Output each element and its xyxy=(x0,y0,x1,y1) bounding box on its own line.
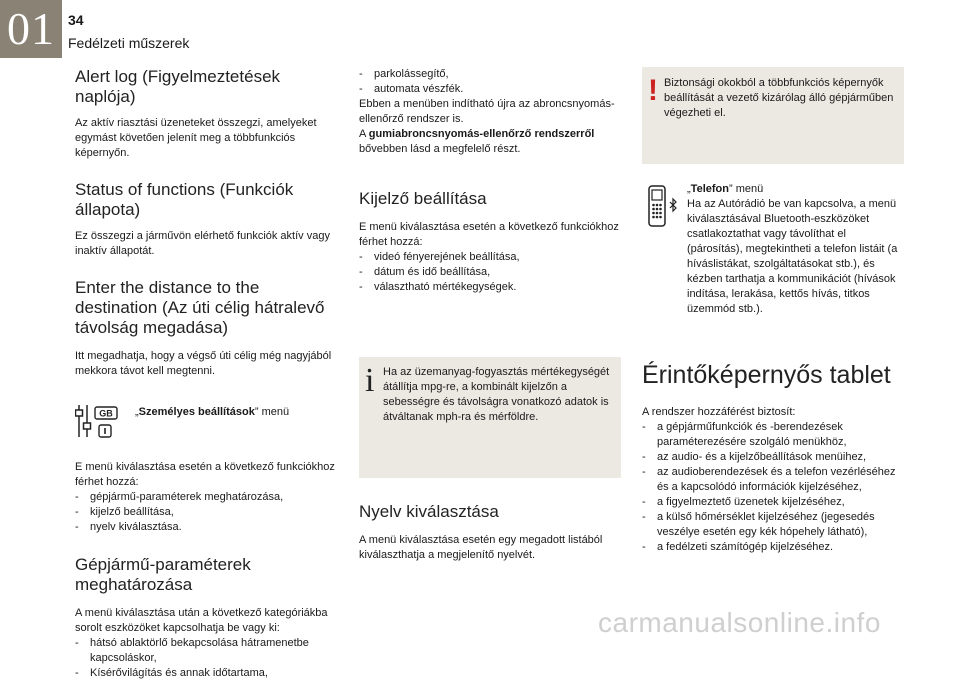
column-left xyxy=(75,67,337,681)
chapter-tab xyxy=(0,0,62,58)
warning-text: Biztonsági okokból a többfunkciós képernyők beállítását a vezető kizárólag álló gépjárműben végezheti el. xyxy=(664,77,894,119)
mobile-phone-icon xyxy=(642,182,682,228)
list-item: - gépjármű-paraméterek meghatározása, xyxy=(75,490,337,505)
personal-settings-text: E menü kiválasztása esetén a következő funkciókhoz férhet hozzá: xyxy=(75,461,335,488)
vehicle-params-list-continued xyxy=(359,67,621,97)
settings-sliders-icon xyxy=(75,399,119,441)
personal-settings-list xyxy=(75,490,337,535)
tyre-reference-text xyxy=(359,127,621,157)
personal-settings-icon xyxy=(75,399,135,446)
enter-distance-text: Itt megadhatja, hogy a végső úti célig még nagyjából mekkora távot kell megtenni. xyxy=(75,350,332,377)
display-settings-text: E menü kiválasztása esetén a következő funkciókhoz férhet hozzá: xyxy=(359,221,619,248)
menu-suffix: ” menü xyxy=(254,406,290,418)
tablet-text: A rendszer hozzáférést biztosít: xyxy=(642,406,796,418)
list-item: - a fedélzeti számítógép kijelzéséhez. xyxy=(642,540,904,555)
quote-open: „ xyxy=(135,406,139,418)
list-item: - hátsó ablaktörlő bekapcsolása hátramenetbe kapcsoláskor, xyxy=(75,636,337,666)
list-item: - Kísérővilágítás és annak időtartama, xyxy=(75,666,337,681)
gb-badge: GB xyxy=(99,408,113,419)
list-item: - a figyelmeztető üzenetek kijelzéséhez, xyxy=(642,495,904,510)
text-suffix: bővebben lásd a megfelelő részt. xyxy=(359,143,521,155)
chapter-number: 01 xyxy=(7,3,55,54)
text-prefix: A xyxy=(359,128,369,140)
list-item: - választható mértékegységek. xyxy=(359,280,621,295)
info-box xyxy=(359,357,621,478)
vehicle-params-list xyxy=(75,636,337,681)
column-right xyxy=(642,67,904,555)
personal-settings-row xyxy=(75,399,337,446)
list-item: - parkolássegítő, xyxy=(359,67,621,82)
language-text: A menü kiválasztása esetén egy megadott listából kiválaszthatja a megjelenítő nyelvét. xyxy=(359,534,603,561)
list-item: - dátum és idő beállítása, xyxy=(359,265,621,280)
phone-menu-label: Telefon xyxy=(690,183,729,195)
list-item: - nyelv kiválasztása. xyxy=(75,520,337,535)
list-item: - a külső hőmérséklet kijelzéséhez (jegesedés veszélye esetén egy kék hópehely látható), xyxy=(642,510,904,540)
list-item: - az audioberendezések és a telefon vezérléséhez és a kapcsolódó információk kijelzéséhez, xyxy=(642,465,904,495)
watermark: carmanualsonline.info xyxy=(598,607,881,638)
list-item: - az audio- és a kijelzőbeállítások menüihez, xyxy=(642,450,904,465)
list-item: - kijelző beállítása, xyxy=(75,505,337,520)
language-heading: Nyelv kiválasztása xyxy=(359,502,499,521)
alert-log-heading: Alert log (Figyelmeztetések naplója) xyxy=(75,67,281,106)
column-middle xyxy=(359,67,621,573)
list-item: - automata vészfék. xyxy=(359,82,621,97)
tyre-reset-text: Ebben a menüben indítható újra az abroncsnyomás-ellenőrző rendszer is. xyxy=(359,98,615,125)
tablet-list xyxy=(642,420,904,555)
section-title: Fedélzeti műszerek xyxy=(68,35,190,51)
phone-menu-row xyxy=(642,182,904,317)
info-icon: i xyxy=(365,362,375,399)
status-text: Ez összegzi a járművön elérhető funkciók aktív vagy inaktív állapotát. xyxy=(75,230,330,257)
menu-suffix: ” menü xyxy=(728,183,764,195)
alert-log-text: Az aktív riasztási üzeneteket összegzi, amelyeket egymást követően jelenít meg a többfunkciós képernyőn. xyxy=(75,117,317,159)
page-number: 34 xyxy=(68,12,84,28)
enter-distance-heading: Enter the distance to the destination (Az úti célig hátralevő távolság megadása) xyxy=(75,278,325,337)
status-heading: Status of functions (Funkciók állapota) xyxy=(75,180,294,219)
tablet-heading: Érintőképernyős tablet xyxy=(642,361,891,389)
info-text: Ha az üzemanyag-fogyasztás mértékegységét átállítja mpg-re, a kombinált kijelzőn a sebességre és távolságra vonatkozó adatok is átváltanak mph-ra és mérföldre. xyxy=(383,366,610,423)
list-item: - a gépjárműfunkciók és -berendezések paraméterezésére szolgáló menükhöz, xyxy=(642,420,904,450)
phone-menu-icon xyxy=(642,182,682,317)
quote-open: „ xyxy=(687,183,691,195)
display-settings-list xyxy=(359,250,621,295)
vehicle-params-text: A menü kiválasztása után a következő kategóriákba sorolt eszközöket kapcsolhatja be vagy ki: xyxy=(75,607,328,634)
vehicle-params-heading: Gépjármű-paraméterek meghatározása xyxy=(75,555,251,594)
warning-box xyxy=(642,67,904,164)
personal-settings-label: Személyes beállítások xyxy=(138,406,255,418)
phone-menu-text: Ha az Autórádió be van kapcsolva, a menü kiválasztásával Bluetooth-eszközöket csatlakoztathat vagy távolíthat el (párosítás), megtekintheti a telefon listáit (a híváslistákat, szolgáltatásokat stb.), és kézben tarthatja a kommunikációt (hívások indítása, lerakása, kettős hívás, titkos üzemmód stb.). xyxy=(687,198,898,315)
display-settings-heading: Kijelző beállítása xyxy=(359,189,487,208)
warning-icon: ! xyxy=(648,74,658,107)
tyre-system-label: gumiabroncsnyomás-ellenőrző rendszerről xyxy=(368,128,595,140)
list-item: - videó fényerejének beállítása, xyxy=(359,250,621,265)
